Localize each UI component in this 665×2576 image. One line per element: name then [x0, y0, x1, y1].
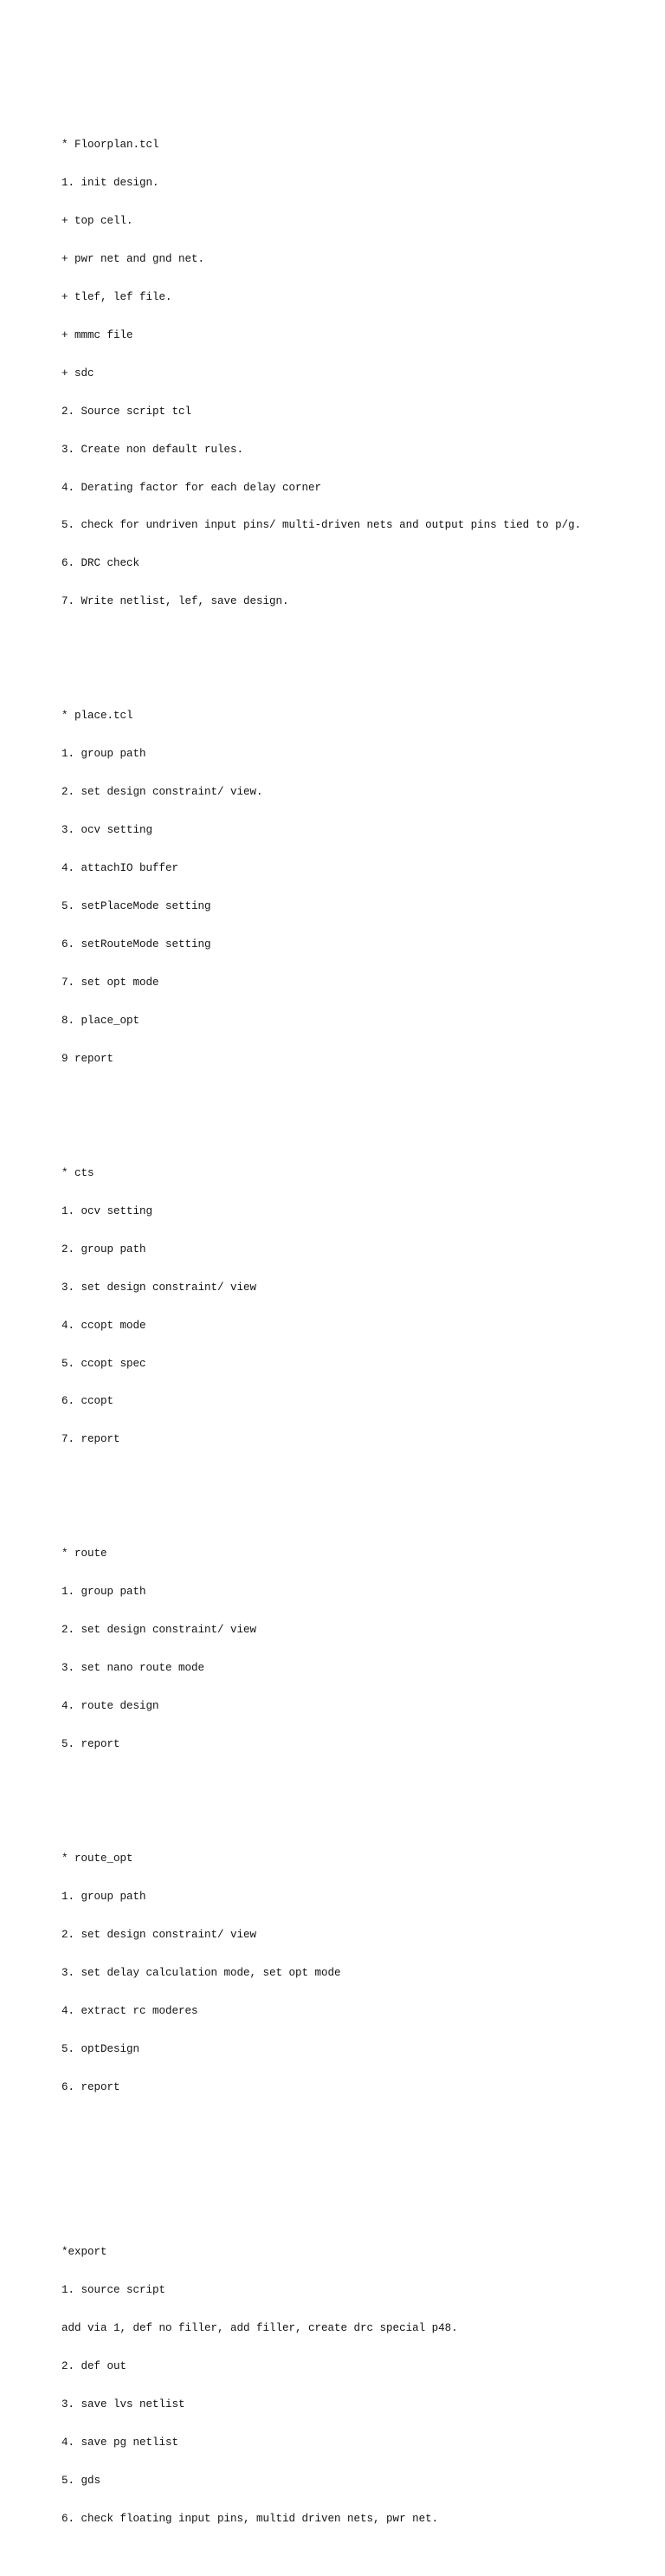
list-item: + sdc: [61, 367, 94, 380]
list-item: 4. route design: [61, 1700, 159, 1713]
list-item: 7. report: [61, 1433, 120, 1446]
list-item: 4. save pg netlist: [61, 2436, 179, 2449]
list-item: 6. setRouteMode setting: [61, 938, 211, 951]
list-item: 7. set opt mode: [61, 976, 159, 989]
list-item: 7. Write netlist, lef, save design.: [61, 595, 289, 608]
list-item: 2. set design constraint/ view: [61, 1624, 257, 1637]
list-item: + tlef, lef file.: [61, 290, 172, 303]
section-route: [61, 1522, 650, 1776]
list-item: 4. ccopt mode: [61, 1319, 146, 1332]
section-heading-cts: * cts: [61, 1166, 94, 1179]
list-item: 3. ocv setting: [61, 824, 153, 837]
list-item: 4. extract rc moderes: [61, 2004, 198, 2017]
list-item: 1. group path: [61, 748, 146, 761]
section-cts: [61, 1141, 650, 1471]
section-place: [61, 685, 650, 1091]
section-export: [61, 2221, 650, 2551]
list-item: 1. init design.: [61, 176, 159, 189]
list-item: 2. def out: [61, 2360, 127, 2373]
list-item: 5. setPlaceMode setting: [61, 900, 211, 913]
section-floorplan: [61, 114, 650, 634]
section-route-opt: [61, 1827, 650, 2119]
list-item: 6. check floating input pins, multid driven nets, pwr net.: [61, 2512, 439, 2525]
list-item: 1. group path: [61, 1890, 146, 1903]
blank-line: [61, 2157, 650, 2170]
list-item: + mmmc file: [61, 328, 133, 341]
list-item: 9 report: [61, 1052, 114, 1065]
list-item: 2. set design constraint/ view.: [61, 786, 263, 799]
list-item: 4. attachIO buffer: [61, 862, 179, 875]
list-item: 3. set design constraint/ view: [61, 1281, 257, 1294]
list-item: 2. Source script tcl: [61, 405, 192, 418]
list-item: 3. set nano route mode: [61, 1662, 205, 1675]
list-item: 2. set design constraint/ view: [61, 1928, 257, 1941]
list-item: 3. save lvs netlist: [61, 2398, 185, 2411]
section-heading-floorplan: * Floorplan.tcl: [61, 138, 159, 151]
list-item: 3. Create non default rules.: [61, 443, 244, 456]
list-item: 6. DRC check: [61, 557, 140, 570]
section-heading-place: * place.tcl: [61, 710, 133, 723]
list-item: + pwr net and gnd net.: [61, 252, 205, 265]
list-item: 8. place_opt: [61, 1014, 140, 1027]
list-item: 1. source script: [61, 2284, 166, 2297]
list-item: 6. ccopt: [61, 1395, 114, 1408]
list-item: 2. group path: [61, 1243, 146, 1256]
list-item: 1. group path: [61, 1586, 146, 1599]
list-item: + top cell.: [61, 214, 133, 227]
list-item: add via 1, def no filler, add filler, create drc special p48.: [61, 2322, 458, 2335]
list-item: 6. report: [61, 2080, 120, 2093]
list-item: 3. set delay calculation mode, set opt mode: [61, 1966, 341, 1979]
list-item: 5. ccopt spec: [61, 1357, 146, 1370]
list-item: 5. gds: [61, 2474, 101, 2487]
document-page: [61, 62, 650, 2576]
section-heading-route-opt: * route_opt: [61, 1852, 133, 1865]
list-item: 4. Derating factor for each delay corner: [61, 481, 322, 494]
list-item: 5. report: [61, 1738, 120, 1751]
list-item: 5. check for undriven input pins/ multi-driven nets and output pins tied to p/g.: [61, 519, 582, 532]
list-item: 1. ocv setting: [61, 1204, 153, 1217]
list-item: 5. optDesign: [61, 2042, 140, 2055]
section-heading-route: * route: [61, 1548, 107, 1561]
section-heading-export: *export: [61, 2246, 107, 2259]
